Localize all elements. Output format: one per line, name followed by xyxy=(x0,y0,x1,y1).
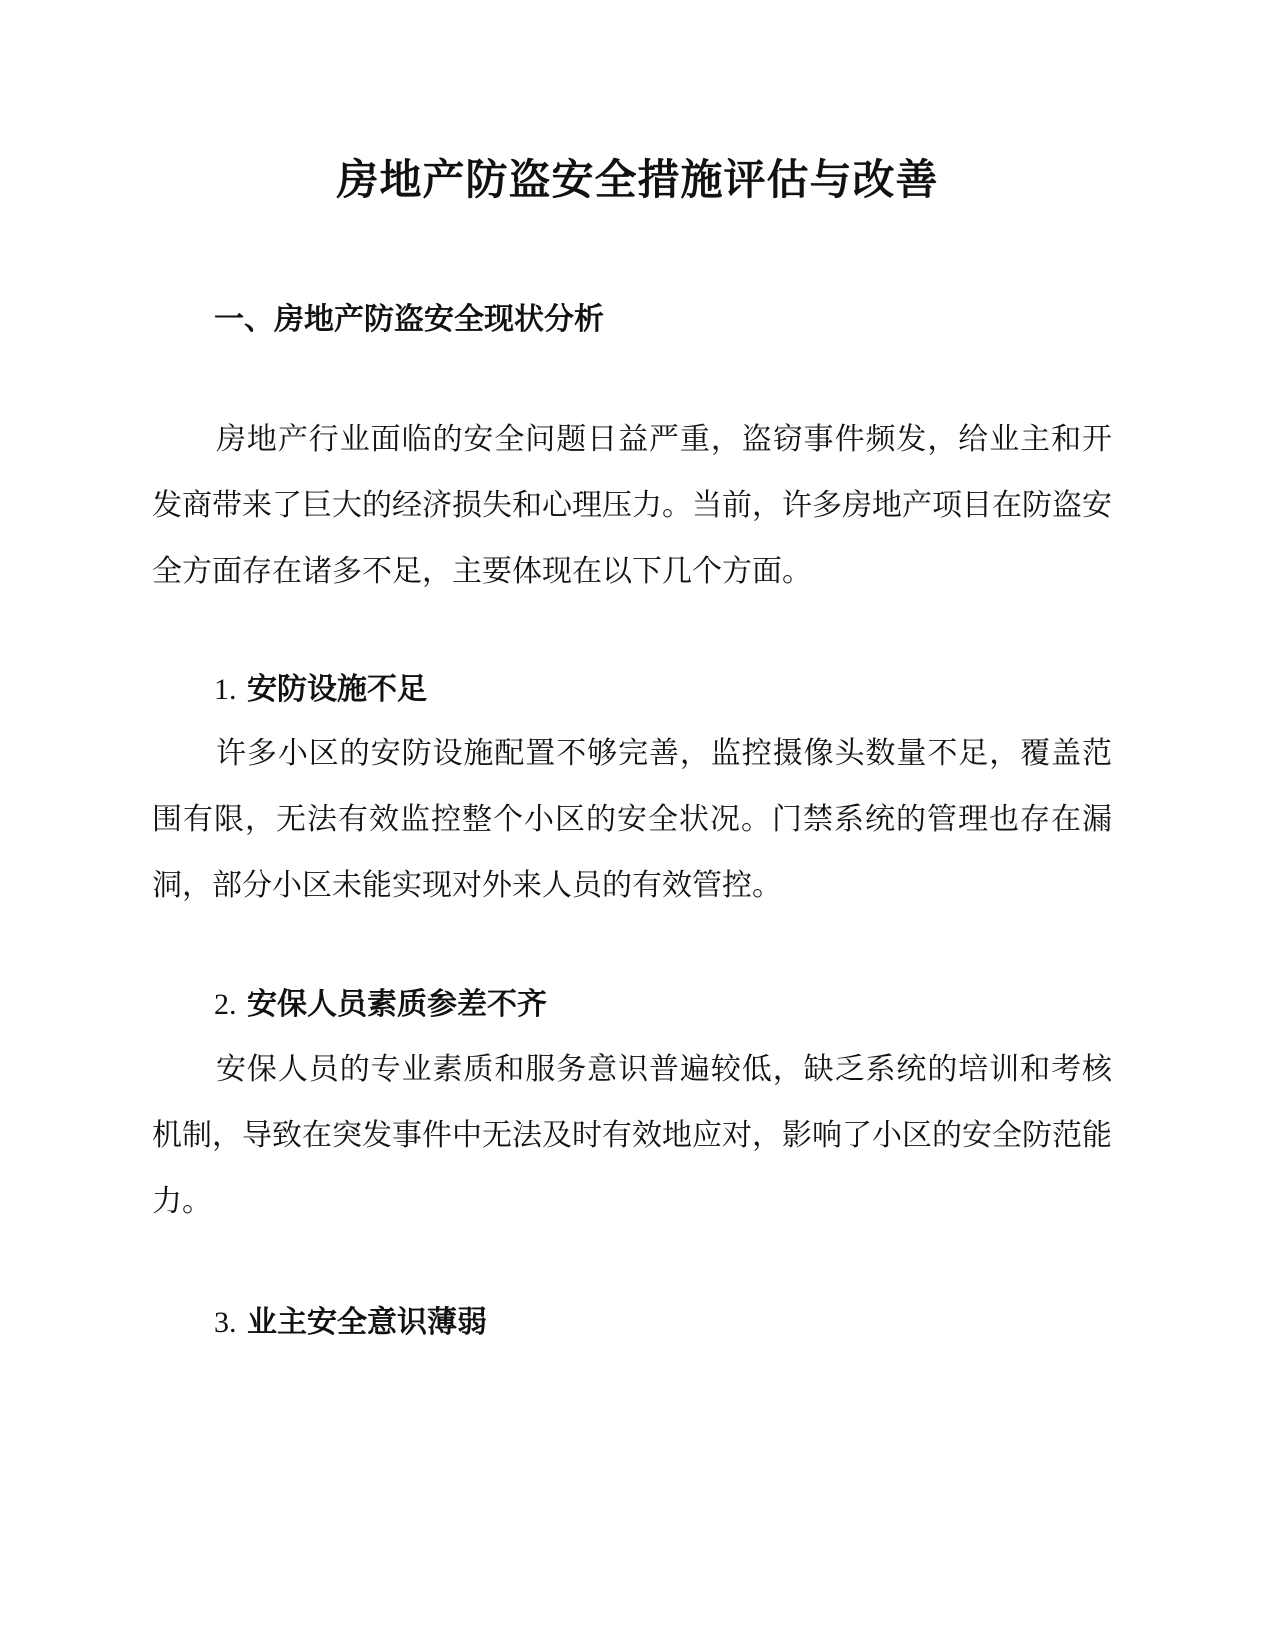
subheading-1-text: 安防设施不足 xyxy=(246,672,427,707)
subheading-2-text: 安保人员素质参差不齐 xyxy=(246,987,547,1022)
subheading-3 xyxy=(214,1303,487,1343)
document-title: 房地产防盗安全措施评估与改善 xyxy=(336,155,939,204)
intro-paragraph: 房地产行业面临的安全问题日益严重，盗窃事件频发，给业主和开发商带来了巨大的经济损失和心理压力。当前，许多房地产项目在防盗安全方面存在诸多不足，主要体现在以下几个方面。 xyxy=(152,422,1112,589)
subheading-3-number: 3. xyxy=(214,1306,237,1339)
paragraph-1: 许多小区的安防设施配置不够完善，监控摄像头数量不足，覆盖范围有限，无法有效监控整个小区的安全状况。门禁系统的管理也存在漏洞，部分小区未能实现对外来人员的有效管控。 xyxy=(152,736,1112,903)
subheading-3-text: 业主安全意识薄弱 xyxy=(246,1305,487,1340)
subheading-1-number: 1. xyxy=(214,673,237,706)
subheading-1 xyxy=(214,670,427,710)
paragraph-2: 安保人员的专业素质和服务意识普遍较低，缺乏系统的培训和考核机制，导致在突发事件中无法及时有效地应对，影响了小区的安全防范能力。 xyxy=(152,1052,1112,1219)
subheading-2-number: 2. xyxy=(214,988,237,1021)
section-heading: 一、房地产防盗安全现状分析 xyxy=(214,302,604,337)
subheading-2 xyxy=(214,985,547,1025)
